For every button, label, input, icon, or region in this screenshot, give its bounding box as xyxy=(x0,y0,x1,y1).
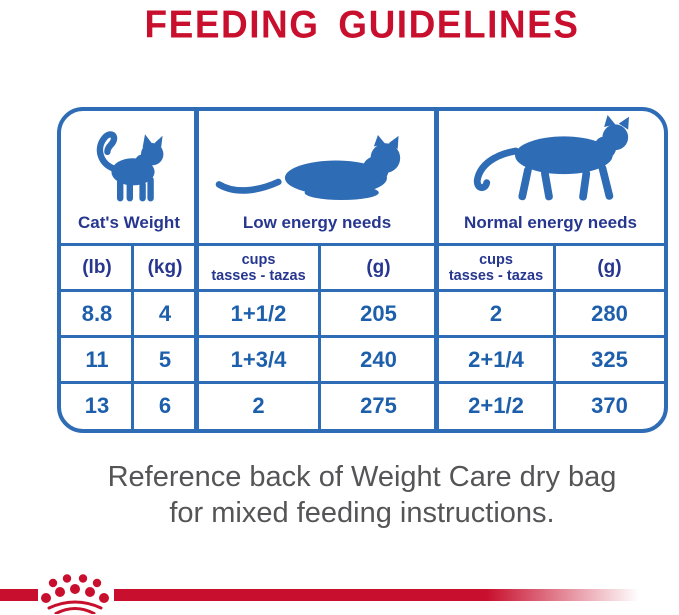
feeding-table xyxy=(57,107,668,433)
cell-grams-low: 240 xyxy=(360,347,397,372)
column-header-label: cups xyxy=(241,252,276,268)
cell-weight-kg: 5 xyxy=(158,347,172,372)
cell-cups-normal: 2+1/2 xyxy=(468,393,524,418)
cell-grams-normal: 280 xyxy=(591,301,628,326)
column-header-lb xyxy=(61,245,133,291)
cell-grams-low: 275 xyxy=(360,393,397,418)
standing-cat-icon xyxy=(85,125,173,205)
column-header-sublabel: tasses - tazas xyxy=(211,268,306,284)
walking-cat-icon xyxy=(452,115,650,205)
cell-cups-normal: 2 xyxy=(489,301,503,326)
footnote-line2: for mixed feeding instructions. xyxy=(169,497,555,529)
cell-grams-low: 205 xyxy=(360,301,397,326)
group-header-cats-weight xyxy=(61,111,197,245)
cell-weight-lb: 8.8 xyxy=(81,301,113,326)
cell-grams-normal: 325 xyxy=(591,347,628,372)
column-header-cups-low xyxy=(197,245,320,291)
cell-cups-low: 1+1/2 xyxy=(230,301,287,326)
column-header-label: (kg) xyxy=(147,257,183,278)
footnote-line1: Reference back of Weight Care dry bag xyxy=(107,461,617,493)
cell-cups-low: 1+3/4 xyxy=(230,347,287,372)
brand-bar-left xyxy=(0,589,38,601)
column-header-cups-normal xyxy=(437,245,555,291)
column-header-label: (g) xyxy=(366,257,391,278)
column-header-sublabel: tasses - tazas xyxy=(448,268,544,284)
cell-weight-lb: 13 xyxy=(84,393,110,418)
brand-bar-right xyxy=(114,589,679,601)
cell-weight-lb: 11 xyxy=(85,347,109,372)
group-header-low-energy xyxy=(197,111,437,245)
group-label: Low energy needs xyxy=(242,213,392,232)
cell-weight-kg: 4 xyxy=(158,301,172,326)
cell-cups-low: 2 xyxy=(252,393,265,418)
column-header-label: cups xyxy=(479,252,513,268)
group-label: Normal energy needs xyxy=(464,213,637,232)
lying-cat-icon xyxy=(212,135,422,205)
group-header-normal-energy xyxy=(437,111,664,245)
cell-grams-normal: 370 xyxy=(591,393,628,418)
column-header-grams-normal xyxy=(555,245,664,291)
cell-cups-normal: 2+1/4 xyxy=(468,347,524,372)
royal-canin-crown-logo xyxy=(36,574,114,614)
column-header-label: (g) xyxy=(597,257,622,278)
cell-weight-kg: 6 xyxy=(158,393,172,418)
column-header-kg xyxy=(133,245,197,291)
footnote-text xyxy=(0,459,679,531)
group-label: Cat's Weight xyxy=(78,213,180,232)
column-header-label: (lb) xyxy=(82,257,112,278)
page-title: FEEDING GUIDELINES xyxy=(144,3,580,46)
column-header-grams-low xyxy=(320,245,437,291)
